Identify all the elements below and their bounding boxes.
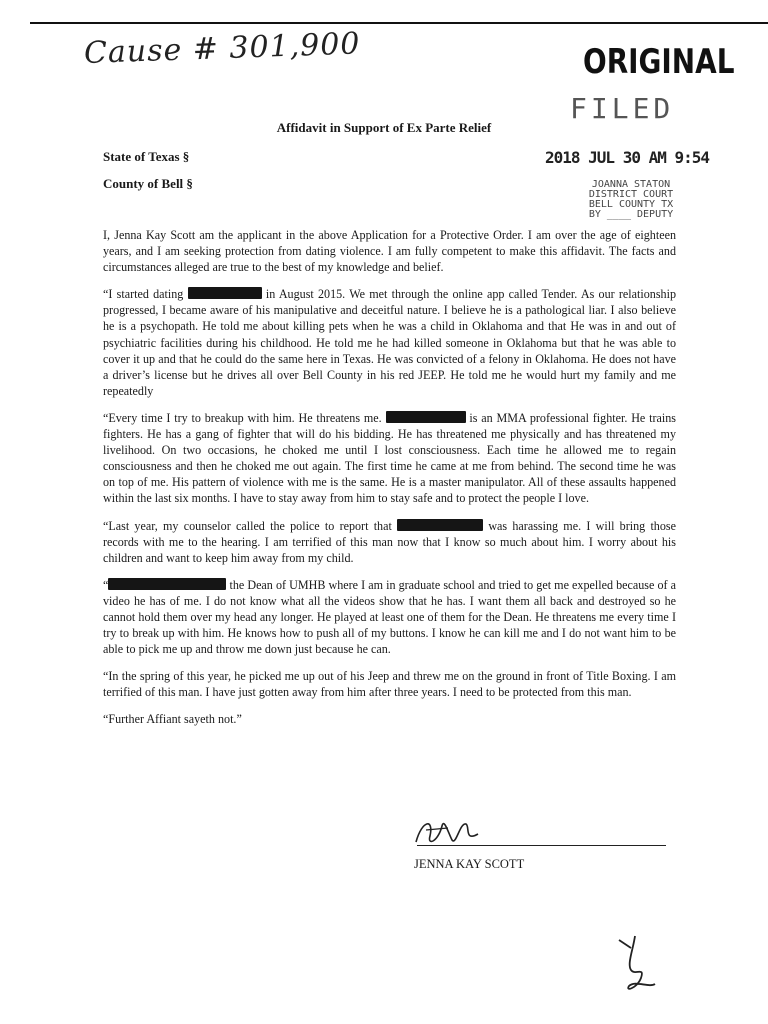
clerk-line: BELL COUNTY TX bbox=[588, 199, 674, 210]
redaction-bar bbox=[386, 411, 466, 423]
redaction-bar bbox=[397, 519, 483, 531]
document-title: Affidavit in Support of Ex Parte Relief bbox=[276, 120, 492, 135]
paragraph-jeep: “In the spring of this year, he picked me up out of his Jeep and threw me on the ground in front of Title Boxing. I am terrified of this man. I have just gotten away from him after three years. I need to be protected from this man. bbox=[103, 669, 676, 700]
redaction-bar bbox=[188, 287, 262, 299]
court-stamp-datetime: 2018 JUL 30 AM 9:54 bbox=[545, 148, 710, 167]
original-stamp: ORIGINAL bbox=[583, 42, 735, 82]
top-border-line bbox=[30, 22, 768, 24]
filed-stamp: FILED bbox=[570, 92, 675, 125]
paragraph-applicant: I, Jenna Kay Scott am the applicant in the above Application for a Protective Order. I am over the age of eighteen years, and I am seeking protection from dating violence. I am fully competent to make this affidavit. The facts and circumstances alleged are true to the best of my knowledge and belief. bbox=[103, 228, 676, 275]
clerk-line: JOANNA STATON bbox=[591, 179, 671, 190]
handwritten-cause-number: Cause # 301,900 bbox=[83, 26, 362, 71]
clerk-line: BY ____ DEPUTY bbox=[588, 209, 674, 220]
signer-name: JENNA KAY SCOTT bbox=[414, 857, 525, 871]
clerk-line: DISTRICT COURT bbox=[588, 189, 674, 200]
handwritten-initials bbox=[605, 930, 665, 1000]
court-stamp-clerk bbox=[566, 180, 696, 220]
paragraph-dating: “I started dating in August 2015. We met through the online app called Tender. As our relationship progressed, I became aware of his manipulative and deceitful nature. I believe he is a pathological liar. I also believe he is a psychopath. He told me about killing pets when he was a child in Oklahoma and that He was in and out of psychiatric facilities during his childhood. He told me he had killed someone in Oklahoma but that he was able to cover it up and that he could do the same here in Texas. He was convicted of a felony in Oklahoma. He does not have a driver’s license but he drives all over Bell County in his red JEEP. He told me he would hurt my family and me repeatedly bbox=[103, 287, 677, 398]
paragraph-threats: “Every time I try to breakup with him. He threatens me. is an MMA professional fighter. He trains fighters. He has a gang of fighter that will do his bidding. He has threatened me physically and has threatened my livelihood. On two occasions, he choked me until I lost consciousness. Each time he allowed me to regain consciousness and then he choked me out again. The first time he came at me from behind. The second time he was on top of me. His pattern of violence with me is the same. He is a master manipulator. All of these assaults happened within the last six months. I have to stay away from him to stay safe and to protect the people I love. bbox=[103, 410, 676, 506]
signature-line bbox=[417, 845, 666, 846]
paragraph-counselor: “Last year, my counselor called the police to report that was harassing me. I will bring those records with me to the hearing. I am terrified of this man now that I know so much about him. I worry about his children and want to keep him away from my child. bbox=[103, 518, 676, 565]
redaction-bar bbox=[108, 578, 226, 590]
paragraph-closing: “Further Affiant sayeth not.” bbox=[103, 712, 242, 727]
paragraph-dean: “ the Dean of UMHB where I am in graduate school and tried to get me expelled because of a video he has of me. I do not know what all the videos show that he has. I want them all back and destroyed so he cannot hold them over my head any longer. He played at least one of them for the Dean. He threatens me every time I try to break up with him. He knows how to push all of my buttons. I know he can kill me and I do not want him to be able to pick me up and throw me down just because he can. bbox=[103, 577, 676, 657]
signature-scribble bbox=[408, 812, 488, 852]
state-line: State of Texas § bbox=[103, 149, 190, 164]
affidavit-body bbox=[103, 227, 676, 739]
county-line: County of Bell § bbox=[103, 176, 193, 191]
